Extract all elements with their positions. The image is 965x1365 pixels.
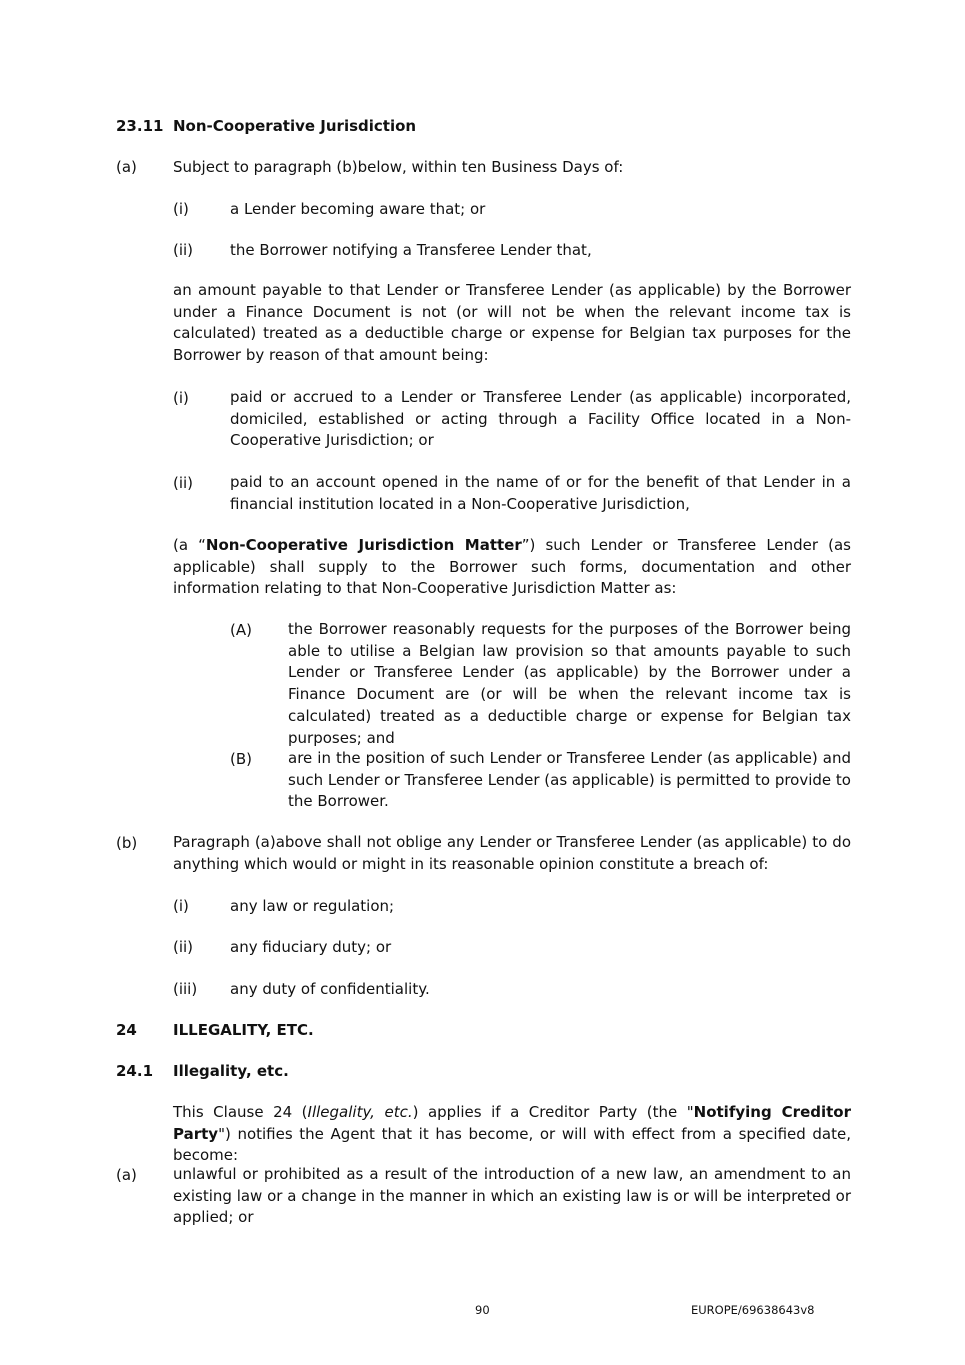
subparagraph-label: (ii): [173, 474, 194, 492]
subparagraph-label: (ii): [173, 938, 194, 956]
section-title: Non-Cooperative Jurisdiction: [173, 117, 417, 135]
subparagraph-label: (iii): [173, 980, 198, 998]
defined-term: Non-Cooperative Jurisdiction Matter: [205, 536, 522, 554]
definition-paragraph: [173, 535, 851, 600]
subparagraph-text: paid or accrued to a Lender or Transferee Lender (as applicable) incorporated, domiciled, established or acting through a Facility Office located in a Non-Cooperative Jurisdiction; or: [230, 388, 851, 450]
item-label: (B): [230, 750, 252, 768]
text-run: ") notifies the Agent that it has become, or will with effect from a specified date, become:: [173, 1124, 851, 1165]
paragraph-text: unlawful or prohibited as a result of the introduction of a new law, an amendment to an existing law or a change in the manner in which an existing law is or will be interpreted or applied; or: [173, 1165, 851, 1227]
subparagraph-label: (i): [173, 389, 189, 407]
text-run: ) applies if a Creditor Party (the ": [412, 1103, 694, 1121]
paragraph-text: Paragraph (a)above shall not oblige any Lender or Transferee Lender (as applicable) to do anything which would or might in its reasonable opinion constitute a breach of:: [173, 833, 851, 873]
paragraph-text: Subject to paragraph (b)below, within ten Business Days of:: [173, 158, 624, 176]
subparagraph-label: (ii): [173, 241, 194, 259]
subparagraph-text: any duty of confidentiality.: [230, 980, 430, 998]
item-text: are in the position of such Lender or Transferee Lender (as applicable) and such Lender or Transferee Lender (as applicable) is permitted to provide to the Borrower.: [288, 749, 851, 811]
paragraph-label: (a): [116, 158, 137, 176]
paragraph-label: (b): [116, 834, 138, 852]
item-label: (A): [230, 621, 252, 639]
clause-intro-paragraph: [173, 1102, 851, 1167]
body-paragraph: an amount payable to that Lender or Transferee Lender (as applicable) by the Borrower under a Finance Document is not (or will not be when the relevant income tax is calculated) treated as a deductible charge or expense for Belgian tax purposes for the Borrower by reason of that amount being:: [173, 281, 851, 365]
text-run: ”) such Lender or Transferee Lender (as applicable) shall supply to the Borrower such forms, documentation and other information relating to that Non-Cooperative Jurisdiction Matter as:: [173, 536, 851, 598]
section-number: 23.11: [116, 117, 164, 135]
section-title: Illegality, etc.: [173, 1062, 289, 1080]
text-run: (a “: [173, 536, 206, 554]
subparagraph-text: paid to an account opened in the name of or for the benefit of that Lender in a financial institution located in a Non-Cooperative Jurisdiction,: [230, 473, 851, 513]
subparagraph-label: (i): [173, 897, 189, 915]
defined-term: Notifying Creditor Party: [173, 1103, 851, 1143]
text-run: This Clause 24 (: [173, 1103, 308, 1121]
clause-title: ILLEGALITY, ETC.: [173, 1021, 314, 1039]
paragraph-label: (a): [116, 1166, 137, 1184]
subparagraph-text: any fiduciary duty; or: [230, 938, 392, 956]
subparagraph-text: any law or regulation;: [230, 897, 395, 915]
subparagraph-label: (i): [173, 200, 189, 218]
section-number: 24.1: [116, 1062, 154, 1080]
page-number: 90: [475, 1303, 490, 1317]
document-reference: EUROPE/69638643v8: [691, 1303, 815, 1317]
subparagraph-text: the Borrower notifying a Transferee Lender that,: [230, 241, 592, 259]
clause-number: 24: [116, 1021, 137, 1039]
clause-reference: Illegality, etc.: [307, 1103, 413, 1121]
item-text: the Borrower reasonably requests for the purposes of the Borrower being able to utilise a Belgian law provision so that amounts payable to such Lender or Transferee Lender (as applicable) by the Borrower under a Finance Document are (or will be when the relevant income tax is calculated) treated as a deductible charge or expense for Belgian tax purposes; and: [288, 620, 851, 747]
subparagraph-text: a Lender becoming aware that; or: [230, 200, 486, 218]
